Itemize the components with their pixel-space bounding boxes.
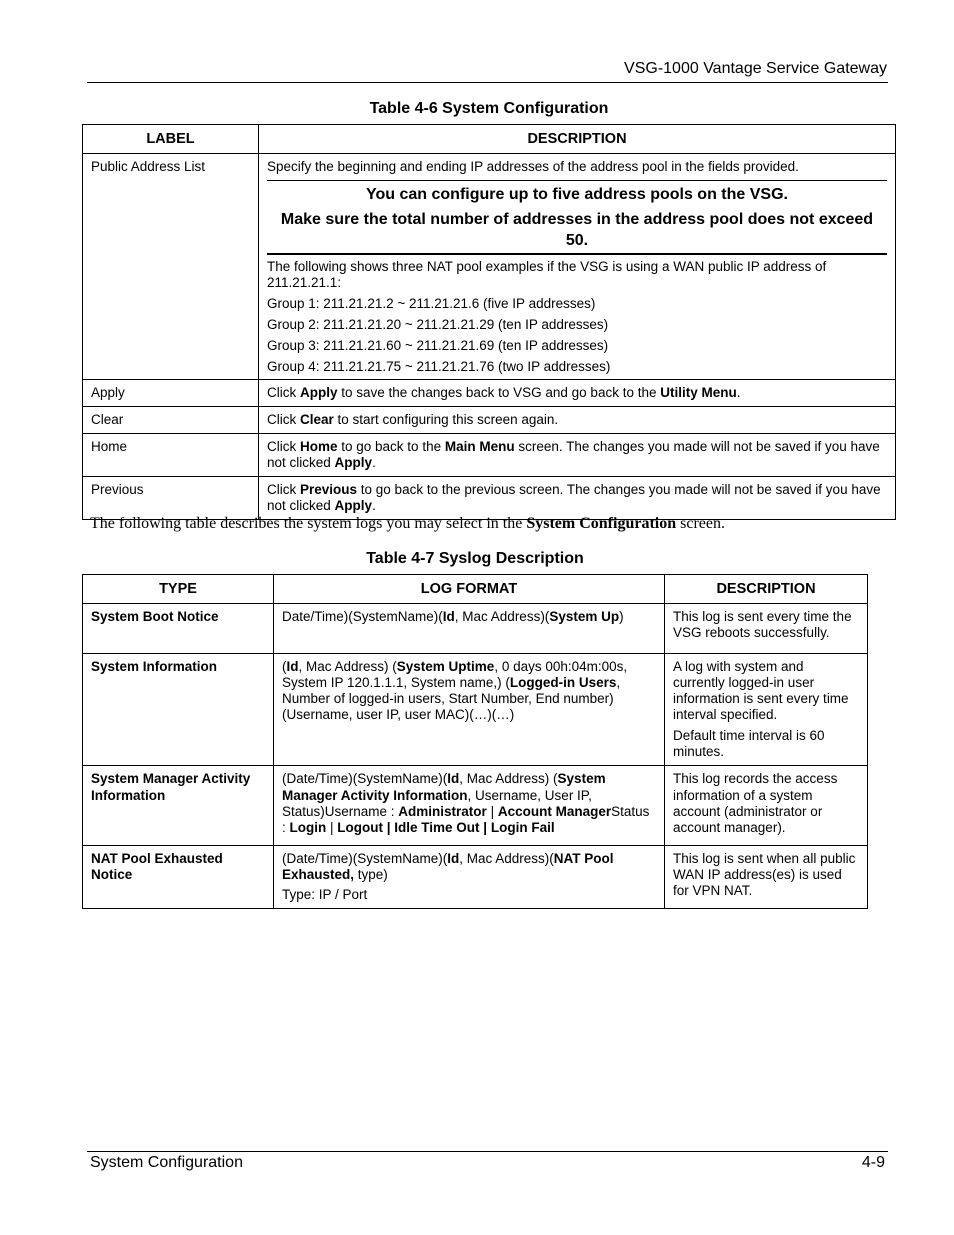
body-paragraph: The following table describes the system logs you may select in the System Configuration screen. (90, 515, 725, 532)
log-description: This log is sent when all public WAN IP address(es) is used for VPN NAT. (665, 845, 868, 909)
description-text: Specify the beginning and ending IP addresses of the address pool in the fields provided. (267, 159, 799, 174)
column-header: TYPE (83, 575, 274, 604)
table-row (83, 434, 896, 477)
row-label: Apply (83, 380, 259, 407)
page-header (87, 58, 888, 83)
table-row (83, 653, 868, 766)
table-row (83, 845, 868, 909)
note-text: You can configure up to five address pools on the VSG. (366, 186, 788, 203)
log-format: (Date/Time)(SystemName)(Id, Mac Address) (System Manager Activity Information, Username, User IP, Status)Username : Administrator | Account ManagerStatus : Login | Logout | Idle Time Out | Login Fail (274, 766, 665, 845)
table-row (83, 766, 868, 845)
row-description: Click Apply to save the changes back to VSG and go back to the Utility Menu. (259, 380, 896, 407)
column-header: LABEL (83, 125, 259, 154)
log-format: Date/Time)(SystemName)(Id, Mac Address)(System Up) (274, 604, 665, 654)
row-label: Clear (83, 407, 259, 434)
table-row (83, 604, 868, 654)
log-description: This log records the access information of a system account (administrator or account manager). (665, 766, 868, 845)
table-row (83, 407, 896, 434)
page-footer (87, 1151, 888, 1178)
example-block (267, 259, 887, 375)
row-label: Home (83, 434, 259, 477)
example-intro: The following shows three NAT pool examples if the VSG is using a WAN public IP address of 211.21.21.1: (267, 259, 827, 290)
table-row (83, 477, 896, 520)
log-type: System Boot Notice (83, 604, 274, 654)
column-header: DESCRIPTION (259, 125, 896, 154)
row-label: Public Address List (83, 154, 259, 380)
note-box (267, 180, 887, 255)
example-group: Group 3: 211.21.21.60 ~ 211.21.21.69 (ten IP addresses) (267, 338, 609, 353)
table-row (83, 380, 896, 407)
table-header-row (83, 575, 868, 604)
log-type: NAT Pool Exhausted Notice (83, 845, 274, 909)
table1-caption: Table 4-6 System Configuration (369, 100, 609, 117)
row-description: Click Home to go back to the Main Menu screen. The changes you made will not be saved if you have not clicked Apply. (259, 434, 896, 477)
log-description: A log with system and currently logged-in user information is sent every time interval specified. Default time interval is 60 minutes. (665, 653, 868, 766)
table-row (83, 154, 896, 380)
footer-section-title: System Configuration (90, 1154, 243, 1171)
row-description (259, 154, 896, 380)
example-group: Group 4: 211.21.21.75 ~ 211.21.21.76 (two IP addresses) (267, 359, 611, 374)
table-header-row (83, 125, 896, 154)
log-type: System Information (83, 653, 274, 766)
row-description: Click Clear to start configuring this screen again. (259, 407, 896, 434)
log-description: This log is sent every time the VSG reboots successfully. (665, 604, 868, 654)
table2-caption: Table 4-7 Syslog Description (366, 550, 584, 567)
row-label: Previous (83, 477, 259, 520)
example-group: Group 1: 211.21.21.2 ~ 211.21.21.6 (five IP addresses) (267, 296, 596, 311)
log-type: System Manager Activity Information (83, 766, 274, 845)
page-number: 4-9 (861, 1154, 885, 1171)
column-header: DESCRIPTION (665, 575, 868, 604)
log-format: (Id, Mac Address) (System Uptime, 0 days 00h:04m:00s, System IP 120.1.1.1, System name,) (Logged-in Users, Number of logged-in users, Start Number, End number)(Username, user IP, user MAC)(…)(…) (274, 653, 665, 766)
log-format: (Date/Time)(SystemName)(Id, Mac Address)(NAT Pool Exhausted, type) Type: IP / Port (274, 845, 665, 909)
system-configuration-table (82, 124, 896, 520)
syslog-description-table (82, 574, 868, 909)
row-description: Click Previous to go back to the previous screen. The changes you made will not be saved if you have not clicked Apply. (259, 477, 896, 520)
column-header: LOG FORMAT (274, 575, 665, 604)
note-text: Make sure the total number of addresses in the address pool does not exceed 50. (280, 211, 874, 249)
header-title: VSG-1000 Vantage Service Gateway (624, 60, 887, 77)
example-group: Group 2: 211.21.21.20 ~ 211.21.21.29 (ten IP addresses) (267, 317, 609, 332)
